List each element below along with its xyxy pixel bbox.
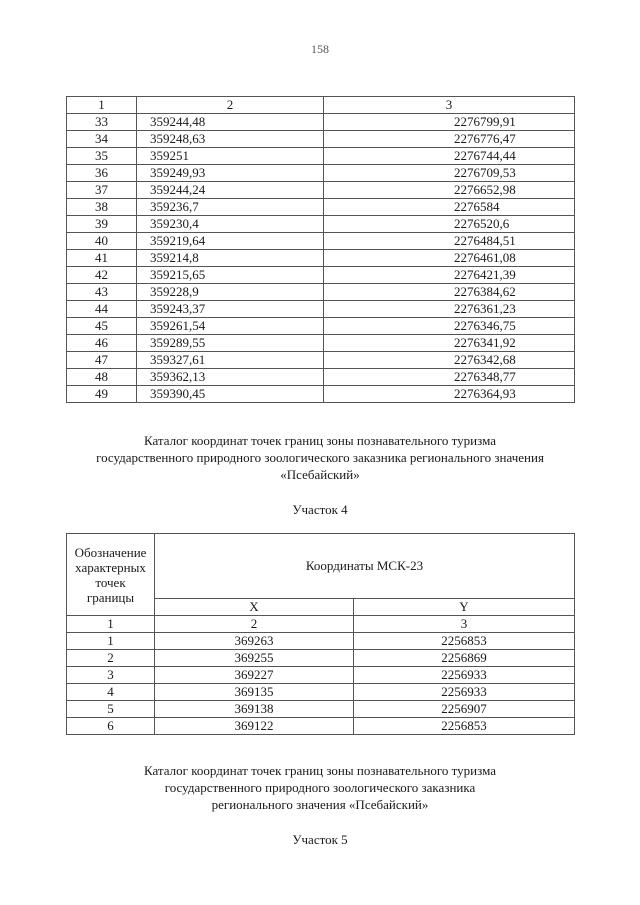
caption-line: регионального значения «Псебайский» <box>211 797 429 812</box>
table-body <box>67 534 575 735</box>
table-cell: 42 <box>67 267 137 284</box>
table-cell: 359214,8 <box>137 250 324 267</box>
table-cell: 359327,61 <box>137 352 324 369</box>
table-cell: 2276346,75 <box>324 318 575 335</box>
table-row <box>67 684 575 701</box>
table-cell: 46 <box>67 335 137 352</box>
table-cell: 2256853 <box>354 718 575 735</box>
number-cell: 1 <box>67 616 155 633</box>
table-cell: 2276421,39 <box>324 267 575 284</box>
table-cell: 2276584 <box>324 199 575 216</box>
table-cell: 2276484,51 <box>324 233 575 250</box>
table-row <box>67 386 575 403</box>
table-cell: 359228,9 <box>137 284 324 301</box>
table-cell: 47 <box>67 352 137 369</box>
header-line: границы <box>86 589 135 605</box>
table-cell: 369122 <box>155 718 354 735</box>
table-row <box>67 650 575 667</box>
catalog-caption-2 <box>0 762 640 813</box>
table-row <box>67 701 575 718</box>
table-cell: 43 <box>67 284 137 301</box>
table-body <box>67 97 575 403</box>
table-row <box>67 352 575 369</box>
table-cell: 2276520,6 <box>324 216 575 233</box>
table-cell: 2276709,53 <box>324 165 575 182</box>
table-row <box>67 165 575 182</box>
section-4-heading: Участок 4 <box>292 502 348 517</box>
table-row <box>67 233 575 250</box>
point-designation-header <box>67 534 155 616</box>
table-cell: 359244,24 <box>137 182 324 199</box>
table-cell: 359261,54 <box>137 318 324 335</box>
table-row <box>67 633 575 650</box>
table-cell: 39 <box>67 216 137 233</box>
table-row <box>67 369 575 386</box>
caption-line: Каталог координат точек границ зоны познавательного туризма <box>143 763 496 778</box>
table-cell: 37 <box>67 182 137 199</box>
table-row <box>67 199 575 216</box>
table-cell: 33 <box>67 114 137 131</box>
header-line: точек <box>95 574 126 590</box>
table-cell: 2276652,98 <box>324 182 575 199</box>
catalog-caption-1 <box>0 432 640 483</box>
coordinates-table-section-4 <box>66 533 575 735</box>
table-cell: 359244,48 <box>137 114 324 131</box>
table-cell: 2 <box>67 650 155 667</box>
table-cell: 2256933 <box>354 667 575 684</box>
table-cell: 369227 <box>155 667 354 684</box>
table-row <box>67 301 575 318</box>
table-cell: 40 <box>67 233 137 250</box>
header-cell: 2 <box>137 97 324 114</box>
table-cell: 1 <box>67 633 155 650</box>
table-cell: 359390,45 <box>137 386 324 403</box>
table-cell: 48 <box>67 369 137 386</box>
table-cell: 2276461,08 <box>324 250 575 267</box>
table-row <box>67 114 575 131</box>
caption-line: «Псебайский» <box>280 467 360 482</box>
table-row <box>67 667 575 684</box>
table-cell: 2256853 <box>354 633 575 650</box>
table-header-row <box>67 534 575 599</box>
table-cell: 2276364,93 <box>324 386 575 403</box>
section-5-heading: Участок 5 <box>292 832 348 847</box>
table-cell: 3 <box>67 667 155 684</box>
table-cell: 359243,37 <box>137 301 324 318</box>
table-cell: 2256907 <box>354 701 575 718</box>
table-cell: 2276799,91 <box>324 114 575 131</box>
table-cell: 359219,64 <box>137 233 324 250</box>
table-cell: 359249,93 <box>137 165 324 182</box>
table-cell: 2276776,47 <box>324 131 575 148</box>
table-cell: 2276744,44 <box>324 148 575 165</box>
coordinates-table-section-3 <box>66 96 575 403</box>
table-cell: 5 <box>67 701 155 718</box>
table-row <box>67 216 575 233</box>
header-line: характерных <box>75 559 146 575</box>
header-line: Обозначение <box>74 544 147 560</box>
caption-line: Каталог координат точек границ зоны познавательного туризма <box>143 433 496 448</box>
y-header: Y <box>354 599 575 616</box>
table-cell: 35 <box>67 148 137 165</box>
header-cell: 1 <box>67 97 137 114</box>
table-cell: 2276361,23 <box>324 301 575 318</box>
table-cell: 369263 <box>155 633 354 650</box>
table-row <box>67 318 575 335</box>
number-row <box>67 616 575 633</box>
table-cell: 2256869 <box>354 650 575 667</box>
table-cell: 359248,63 <box>137 131 324 148</box>
table-row <box>67 250 575 267</box>
table-cell: 2276342,68 <box>324 352 575 369</box>
table-cell: 49 <box>67 386 137 403</box>
table-row <box>67 131 575 148</box>
table-cell: 359251 <box>137 148 324 165</box>
table-cell: 2256933 <box>354 684 575 701</box>
table-cell: 4 <box>67 684 155 701</box>
table-cell: 2276341,92 <box>324 335 575 352</box>
table-cell: 369135 <box>155 684 354 701</box>
table-cell: 369138 <box>155 701 354 718</box>
page-number: 158 <box>311 42 329 56</box>
header-cell: 3 <box>324 97 575 114</box>
coordinates-header: Координаты МСК-23 <box>155 534 575 599</box>
table-cell: 359230,4 <box>137 216 324 233</box>
table-cell: 44 <box>67 301 137 318</box>
table-row <box>67 148 575 165</box>
x-header: X <box>155 599 354 616</box>
table-cell: 36 <box>67 165 137 182</box>
table-cell: 359236,7 <box>137 199 324 216</box>
table-row <box>67 284 575 301</box>
table-cell: 41 <box>67 250 137 267</box>
table-cell: 6 <box>67 718 155 735</box>
table-cell: 2276348,77 <box>324 369 575 386</box>
table-row <box>67 182 575 199</box>
table-header-row <box>67 97 575 114</box>
table-cell: 369255 <box>155 650 354 667</box>
table-cell: 45 <box>67 318 137 335</box>
table-cell: 359362,13 <box>137 369 324 386</box>
number-cell: 3 <box>354 616 575 633</box>
table-cell: 359215,65 <box>137 267 324 284</box>
table-row <box>67 267 575 284</box>
number-cell: 2 <box>155 616 354 633</box>
table-row <box>67 335 575 352</box>
table-row <box>67 718 575 735</box>
table-cell: 2276384,62 <box>324 284 575 301</box>
table-cell: 38 <box>67 199 137 216</box>
table-cell: 359289,55 <box>137 335 324 352</box>
caption-line: государственного природного зоологического заказника регионального значения <box>96 450 544 465</box>
table-cell: 34 <box>67 131 137 148</box>
caption-line: государственного природного зоологического заказника <box>164 780 476 795</box>
